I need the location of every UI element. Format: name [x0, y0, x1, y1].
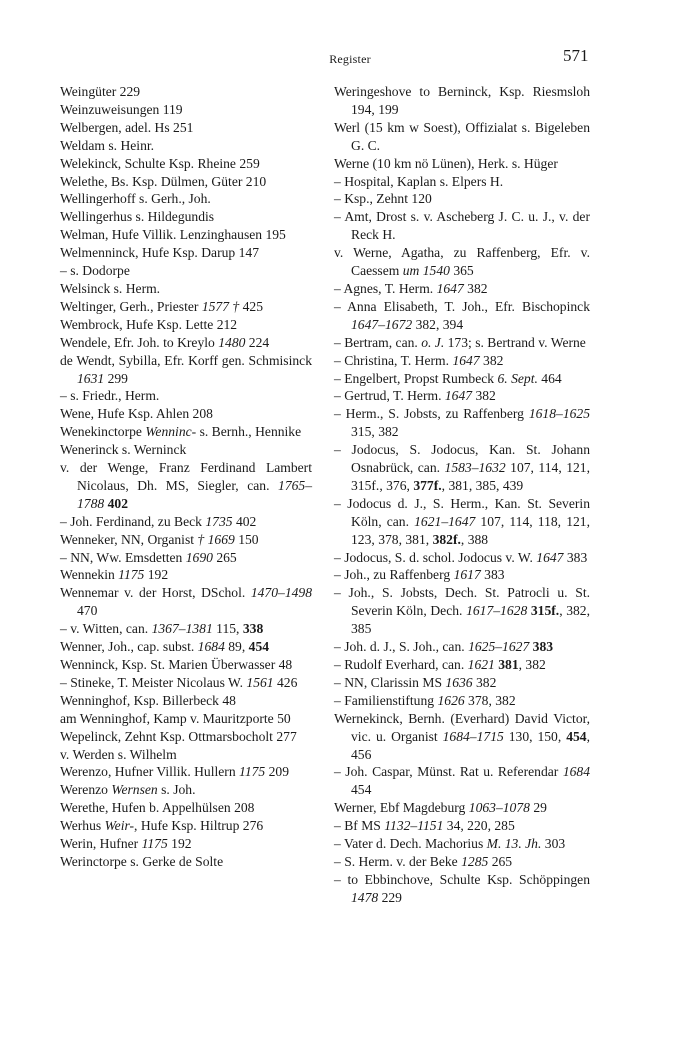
- entry-date-italic: 1175: [118, 567, 145, 583]
- entry-page-bold: 315f.: [530, 603, 560, 619]
- entry-date-italic: 1175: [239, 764, 266, 780]
- index-entry: [60, 155, 312, 173]
- entry-text: Werin, Hufner: [60, 836, 142, 852]
- index-entry: [60, 334, 312, 352]
- index-entry: [60, 728, 312, 746]
- index-entry: [60, 513, 312, 531]
- index-entry: [334, 208, 590, 244]
- entry-date-italic: o. J.: [421, 334, 445, 350]
- index-entry: [60, 584, 312, 620]
- entry-text: – to Ebbinchove, Schulte Ksp. Schöppingen: [334, 871, 590, 887]
- entry-date-italic: 1577 †: [201, 298, 243, 314]
- entry-text: Wenninghof, Ksp. Billerbeck 48: [60, 692, 236, 708]
- entry-date-italic: † 1669: [197, 531, 235, 547]
- index-entry: [60, 835, 312, 853]
- entry-text: 209: [265, 764, 290, 780]
- entry-date-italic: 1063–1078: [468, 800, 530, 816]
- index-entry: [334, 280, 590, 298]
- entry-text: 192: [167, 836, 192, 852]
- index-column-right: [334, 83, 590, 907]
- entry-text: Werethe, Hufen b. Appelhülsen 208: [60, 800, 255, 816]
- entry-text: – Bertram, can.: [334, 334, 422, 350]
- index-entry: [60, 549, 312, 567]
- entry-text: Weltinger, Gerh., Priester: [60, 298, 202, 314]
- entry-text: Werinctorpe s. Gerke de Solte: [60, 853, 224, 869]
- entry-text: 464: [537, 370, 562, 386]
- index-entry: [334, 799, 590, 817]
- entry-text: – Joh., S. Jobsts, Dech. St. Patrocli u. St. Severin Köln, Dech.: [334, 585, 590, 619]
- index-entry: [334, 710, 590, 764]
- entry-text: Werenzo: [60, 782, 112, 798]
- index-entry: [334, 835, 590, 853]
- index-entry: [334, 352, 590, 370]
- entry-text: – v. Witten, can.: [60, 621, 152, 637]
- entry-date-italic: 1561: [246, 674, 274, 690]
- entry-text: v. der Wenge, Franz Ferdinand Lambert Nicolaus, Dh. MS, Siegler, can.: [60, 460, 312, 493]
- entry-text: , Hufe Ksp. Hiltrup 276: [134, 818, 264, 834]
- index-entry: [334, 853, 590, 871]
- index-entry: [334, 155, 590, 173]
- entry-text: – Agnes, T. Herm.: [334, 280, 437, 296]
- entry-text: Weingüter 229: [60, 84, 141, 99]
- index-entry: [60, 190, 312, 208]
- entry-text: 382: [472, 674, 497, 690]
- entry-text: Wendele, Efr. Joh. to Kreylo: [60, 334, 219, 350]
- running-header-title: Register: [329, 52, 371, 66]
- index-entry: [60, 799, 312, 817]
- entry-text: – Joh. Caspar, Münst. Rat u. Referendar: [334, 764, 563, 780]
- entry-text: Welman, Hufe Villik. Lenzinghausen 195: [60, 227, 286, 243]
- entry-text: – Joh., zu Raffenberg: [334, 567, 454, 583]
- entry-text: – Joh. Ferdinand, zu Beck: [60, 513, 206, 529]
- entry-text: 303: [541, 836, 566, 852]
- entry-text: Werl (15 km w Soest), Offizialat s. Bigeleben G. C.: [334, 119, 590, 153]
- entry-date-italic: 1631: [77, 370, 105, 386]
- entry-page-bold: 454: [566, 728, 587, 744]
- entry-text: 34, 220, 285: [443, 818, 515, 834]
- entry-page-bold: 381: [498, 657, 519, 672]
- index-entry: [334, 871, 590, 907]
- entry-text: 426: [273, 674, 298, 690]
- entry-text: – NN, Clarissin MS: [334, 674, 446, 690]
- index-entry: [60, 620, 312, 638]
- entry-text: – Stineke, T. Meister Nicolaus W.: [60, 674, 247, 690]
- index-entry: [334, 298, 590, 334]
- entry-date-italic: 1617: [453, 567, 481, 583]
- index-entry: [60, 674, 312, 692]
- entry-text: Werner, Ebf Magdeburg: [334, 800, 469, 816]
- entry-text: 29: [529, 800, 547, 816]
- index-entry: [60, 119, 312, 137]
- entry-date-italic: Wenninc-: [145, 424, 197, 440]
- entry-text: – Jodocus, S. d. schol. Jodocus v. W.: [334, 549, 537, 565]
- entry-date-italic: 6. Sept.: [497, 370, 538, 386]
- entry-date-italic: 1647: [436, 280, 464, 296]
- entry-date-italic: 1690: [185, 549, 213, 565]
- entry-text: v. Werden s. Wilhelm: [60, 746, 177, 762]
- entry-date-italic: 1480: [218, 334, 246, 350]
- entry-date-italic: 1684: [562, 764, 590, 780]
- entry-text: 382, 394: [412, 316, 464, 332]
- index-entry: [60, 352, 312, 388]
- index-entry: [334, 83, 590, 119]
- entry-page-bold: 382f.: [432, 531, 461, 547]
- entry-text: – Jodocus d. J., S. Herm., Kan. St. Severin Köln, can.: [334, 495, 590, 529]
- entry-text: Weringeshove to Berninck, Ksp. Riesmsloh 194, 199: [334, 84, 590, 117]
- entry-text: Werne (10 km nö Lünen), Herk. s. Hüger: [334, 155, 558, 171]
- entry-text: 425: [242, 298, 263, 314]
- index-entry: [334, 817, 590, 835]
- entry-text: – Engelbert, Propst Rumbeck: [334, 370, 498, 386]
- index-entry: [60, 656, 312, 674]
- entry-date-italic: M. 13. Jh.: [486, 836, 542, 852]
- index-entry: [60, 387, 312, 405]
- entry-text: 107, 114, 118, 121, 123, 378, 381,: [351, 513, 590, 547]
- entry-date-italic: 1647: [452, 352, 480, 368]
- entry-text: 150: [234, 531, 259, 547]
- index-entry: [60, 280, 312, 298]
- entry-text: 383: [563, 549, 588, 565]
- index-column-left: [60, 83, 312, 871]
- entry-text: – Ksp., Zehnt 120: [334, 191, 432, 207]
- entry-text: 470: [77, 603, 98, 619]
- entry-text: Wembrock, Hufe Ksp. Lette 212: [60, 316, 238, 332]
- entry-date-italic: 1617–1628: [466, 603, 528, 619]
- index-entry: [60, 83, 312, 101]
- entry-page-bold: 383: [532, 639, 554, 655]
- index-entry: [334, 387, 590, 405]
- entry-date-italic: 1625–1627: [468, 639, 530, 655]
- entry-text: 383: [480, 567, 505, 583]
- entry-text: Welbergen, adel. Hs 251: [60, 119, 194, 135]
- entry-text: 382: [479, 352, 504, 368]
- page-number: 571: [563, 46, 589, 65]
- entry-text: – Amt, Drost s. v. Ascheberg J. C. u. J., v. der Reck H.: [334, 209, 590, 243]
- entry-text: Welmenninck, Hufe Ksp. Darup 147: [60, 245, 259, 261]
- entry-text: 229: [378, 889, 402, 905]
- index-entry: [334, 119, 590, 155]
- entry-text: Wenerinck s. Werninck: [60, 442, 187, 458]
- entry-text: Welekinck, Schulte Ksp. Rheine 259: [60, 155, 260, 171]
- entry-page-bold: 377f.: [413, 477, 442, 493]
- entry-text: am Wenninghof, Kamp v. Mauritzporte 50: [60, 710, 291, 726]
- entry-text: de Wendt, Sybilla, Efr. Korff gen. Schmisinck: [60, 352, 312, 368]
- entry-text: – S. Herm. v. der Beke: [334, 853, 462, 869]
- index-entry: [60, 208, 312, 226]
- entry-text: Weinzuweisungen 119: [60, 101, 183, 117]
- entry-text: – Hospital, Kaplan s. Elpers H.: [334, 173, 504, 189]
- entry-date-italic: 1285: [461, 853, 489, 869]
- entry-text: – NN, Ww. Emsdetten: [60, 549, 186, 565]
- entry-date-italic: 1647–1672: [351, 316, 413, 332]
- index-entry: [334, 334, 590, 352]
- entry-text: 378, 382: [464, 692, 516, 708]
- entry-text: 265: [488, 853, 513, 869]
- entry-text: – Rudolf Everhard, can.: [334, 657, 468, 672]
- entry-text: Wenner, Joh., cap. subst.: [60, 639, 198, 655]
- entry-text: Wennekin: [60, 567, 119, 583]
- entry-date-italic: 1367–1381: [151, 621, 213, 637]
- index-entry: [60, 298, 312, 316]
- entry-text: Wenneker, NN, Organist: [60, 531, 198, 547]
- index-entry: [334, 656, 590, 674]
- entry-text: Wene, Hufe Ksp. Ahlen 208: [60, 406, 213, 422]
- entry-text: 402: [232, 513, 257, 529]
- entry-text: , 382: [518, 657, 546, 672]
- entry-text: – s. Dodorpe: [60, 263, 130, 279]
- entry-text: Welsinck s. Herm.: [60, 280, 161, 296]
- entry-text: 224: [245, 334, 270, 350]
- entry-text: Weldam s. Heinr.: [60, 137, 155, 153]
- entry-text: 130, 150,: [503, 728, 567, 744]
- entry-text: – Gertrud, T. Herm.: [334, 388, 445, 404]
- entry-text: , 381, 385, 439: [441, 477, 524, 493]
- entry-text: 265: [212, 549, 237, 565]
- entry-text: 382: [463, 280, 488, 296]
- index-entry: [60, 441, 312, 459]
- entry-text: – Christina, T. Herm.: [334, 352, 453, 368]
- entry-text: Werhus: [60, 818, 105, 834]
- entry-text: 299: [104, 370, 128, 386]
- index-entry: [60, 423, 312, 441]
- entry-text: 173; s. Bertrand v. Werne: [444, 334, 586, 350]
- index-entry: [334, 566, 590, 584]
- index-entry: [60, 173, 312, 191]
- index-entry: [60, 692, 312, 710]
- index-entry: [60, 781, 312, 799]
- entry-text: Welethe, Bs. Ksp. Dülmen, Güter 210: [60, 173, 267, 189]
- index-entry: [60, 853, 312, 871]
- index-entry: [334, 674, 590, 692]
- index-entry: [334, 244, 590, 280]
- entry-text: – Bf MS: [334, 818, 385, 834]
- entry-date-italic: 1621: [467, 657, 495, 672]
- index-entry: [60, 244, 312, 262]
- index-entry: [334, 549, 590, 567]
- entry-text: – Anna Elisabeth, T. Joh., Efr. Bischopinck: [334, 298, 590, 314]
- entry-page-bold: 338: [242, 621, 264, 637]
- index-entry: [334, 495, 590, 549]
- entry-text: – Vater d. Dech. Machorius: [334, 836, 487, 852]
- entry-date-italic: Weir-: [104, 818, 135, 834]
- entry-text: Wellingerhoff s. Gerh., Joh.: [60, 191, 211, 207]
- entry-date-italic: 1647: [536, 549, 564, 565]
- entry-text: , 382, 385: [351, 603, 590, 637]
- entry-text: , 456: [351, 728, 590, 762]
- index-entry: [60, 531, 312, 549]
- entry-text: Wellingerhus s. Hildegundis: [60, 209, 215, 225]
- entry-text: Wernekinck, Bernh. (Everhard) David Victor, vic. u. Organist: [334, 710, 590, 744]
- index-entry: [60, 638, 312, 656]
- index-entry: [60, 763, 312, 781]
- entry-date-italic: 1765–1788: [77, 477, 312, 511]
- index-entry: [334, 370, 590, 388]
- entry-page-bold: 402: [107, 495, 128, 511]
- entry-date-italic: 1478: [351, 889, 379, 905]
- entry-text: 115,: [212, 621, 243, 637]
- entry-date-italic: 1735: [205, 513, 233, 529]
- entry-text: – Joh. d. J., S. Joh., can.: [334, 639, 469, 655]
- index-entry: [60, 316, 312, 334]
- entry-text: , 388: [460, 531, 489, 547]
- entry-date-italic: um 1540: [402, 263, 450, 279]
- entry-date-italic: 1470–1498: [250, 585, 312, 601]
- entry-text: – Familienstiftung: [334, 692, 438, 708]
- index-entry: [60, 817, 312, 835]
- index-entry: [334, 441, 590, 495]
- index-entry: [334, 190, 590, 208]
- entry-text: – s. Friedr., Herm.: [60, 388, 160, 404]
- index-entry: [60, 405, 312, 423]
- index-entry: [60, 262, 312, 280]
- entry-text: s. Joh.: [157, 782, 196, 798]
- entry-text: 382: [472, 388, 496, 404]
- index-entry: [334, 763, 590, 799]
- entry-date-italic: 1684: [197, 639, 225, 655]
- entry-date-italic: 1175: [141, 836, 168, 852]
- index-entry: [334, 173, 590, 191]
- entry-date-italic: 1583–1632: [444, 460, 506, 476]
- entry-text: s. Bernh., Hennike: [196, 424, 302, 440]
- entry-date-italic: 1647: [444, 388, 473, 404]
- index-entry: [60, 746, 312, 764]
- entry-date-italic: 1132–1151: [384, 818, 444, 834]
- index-entry: [334, 638, 590, 656]
- entry-date-italic: 1618–1625: [528, 406, 590, 422]
- entry-text: Wenekinctorpe: [60, 424, 146, 440]
- index-entry: [334, 692, 590, 710]
- entry-date-italic: 1621–1647: [414, 513, 476, 529]
- index-entry: [60, 226, 312, 244]
- entry-text: Wepelinck, Zehnt Ksp. Ottmarsbocholt 277: [60, 728, 297, 744]
- index-entry: [334, 584, 590, 638]
- index-entry: [60, 137, 312, 155]
- entry-date-italic: 1626: [437, 692, 465, 708]
- index-entry: [60, 459, 312, 513]
- entry-text: v. Werne, Agatha, zu Raffenberg, Efr. v. Caessem: [334, 245, 590, 279]
- entry-text: – Herm., S. Jobsts, zu Raffenberg: [334, 406, 529, 422]
- entry-text: 89,: [224, 639, 249, 655]
- entry-text: 192: [144, 567, 169, 583]
- entry-date-italic: Wernsen: [111, 782, 158, 798]
- entry-text: 315, 382: [351, 424, 399, 440]
- entry-text: – Jodocus, S. Jodocus, Kan. St. Johann Osnabrück, can.: [334, 442, 590, 476]
- entry-date-italic: 1684–1715: [442, 728, 504, 744]
- index-entry: [60, 710, 312, 728]
- entry-date-italic: 1636: [445, 674, 473, 690]
- entry-text: 107, 114, 121, 315f., 376,: [351, 460, 590, 493]
- entry-page-bold: 454: [248, 639, 270, 655]
- index-entry: [334, 405, 590, 441]
- entry-text: Werenzo, Hufner Villik. Hullern: [60, 764, 240, 780]
- index-entry: [60, 566, 312, 584]
- index-entry: [60, 101, 312, 119]
- entry-text: 454: [351, 782, 372, 798]
- entry-text: 365: [449, 263, 474, 279]
- entry-text: Wennemar v. der Horst, DSchol.: [60, 585, 251, 601]
- entry-text: Wenninck, Ksp. St. Marien Überwasser 48: [60, 657, 293, 672]
